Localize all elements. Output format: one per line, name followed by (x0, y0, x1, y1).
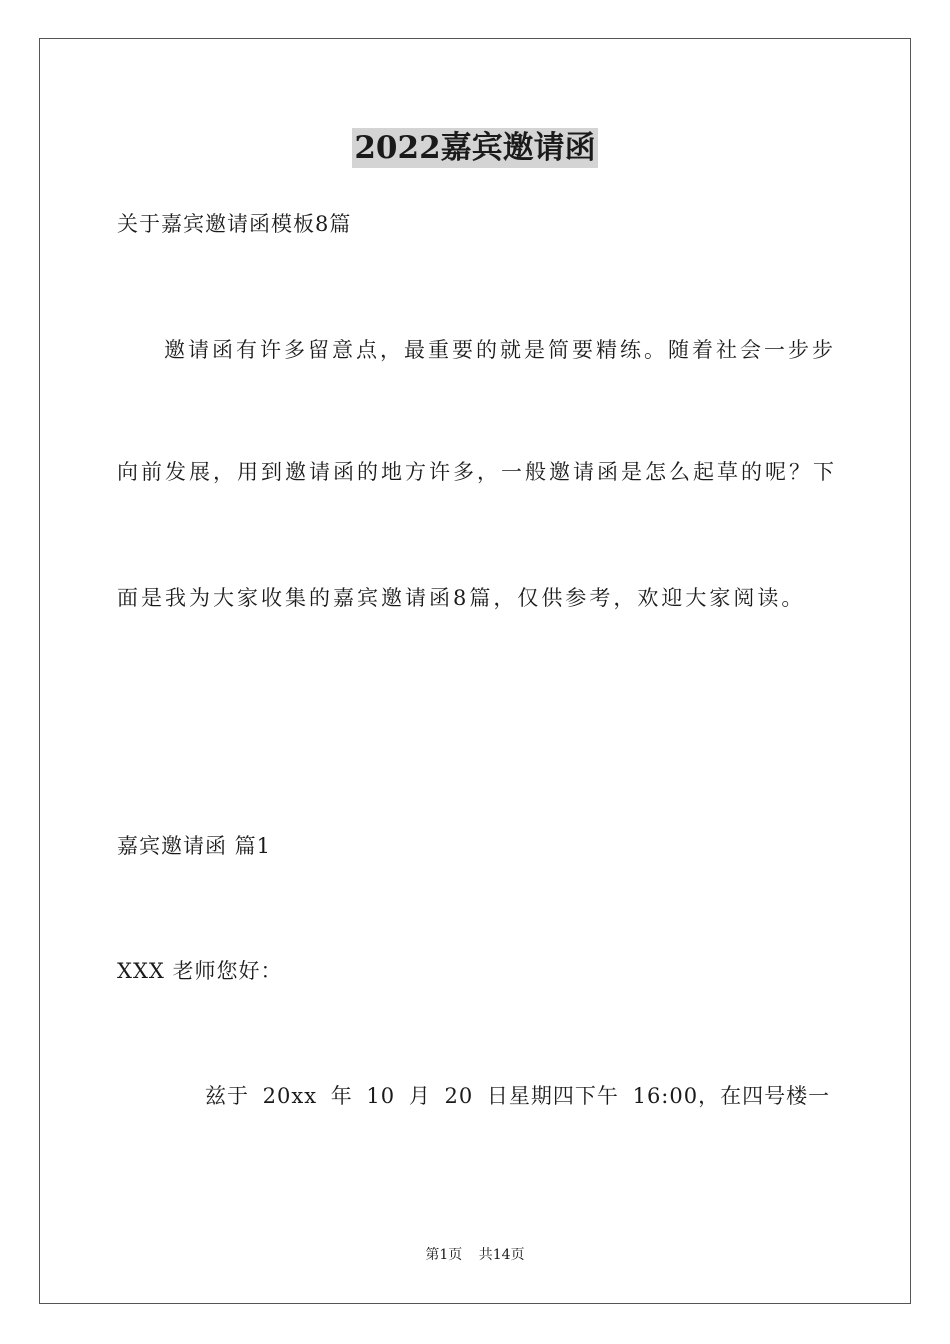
section-heading: 嘉宾邀请函 篇1 (117, 834, 272, 858)
paragraph-line-3: 面是我为大家收集的嘉宾邀请函8篇，仅供参考，欢迎大家阅读。 (117, 586, 806, 610)
page-number: 第1页 (425, 1247, 463, 1263)
body-line: 兹于 20xx 年 10 月 20 日星期四下午 16:00，在四号楼一 (205, 1084, 831, 1108)
page-footer (0, 1245, 950, 1265)
document-subtitle: 关于嘉宾邀请函模板8篇 (117, 212, 352, 236)
document-title: 2022嘉宾邀请函 (354, 130, 596, 166)
page-total: 共14页 (478, 1247, 525, 1263)
salutation: XXX 老师您好： (117, 959, 283, 983)
paragraph-line-2: 向前发展，用到邀请函的地方许多，一般邀请函是怎么起草的呢？下 (117, 460, 837, 484)
paragraph-line-1: 邀请函有许多留意点，最重要的就是简要精练。随着社会一步步 (164, 338, 836, 362)
title-container (0, 128, 950, 168)
